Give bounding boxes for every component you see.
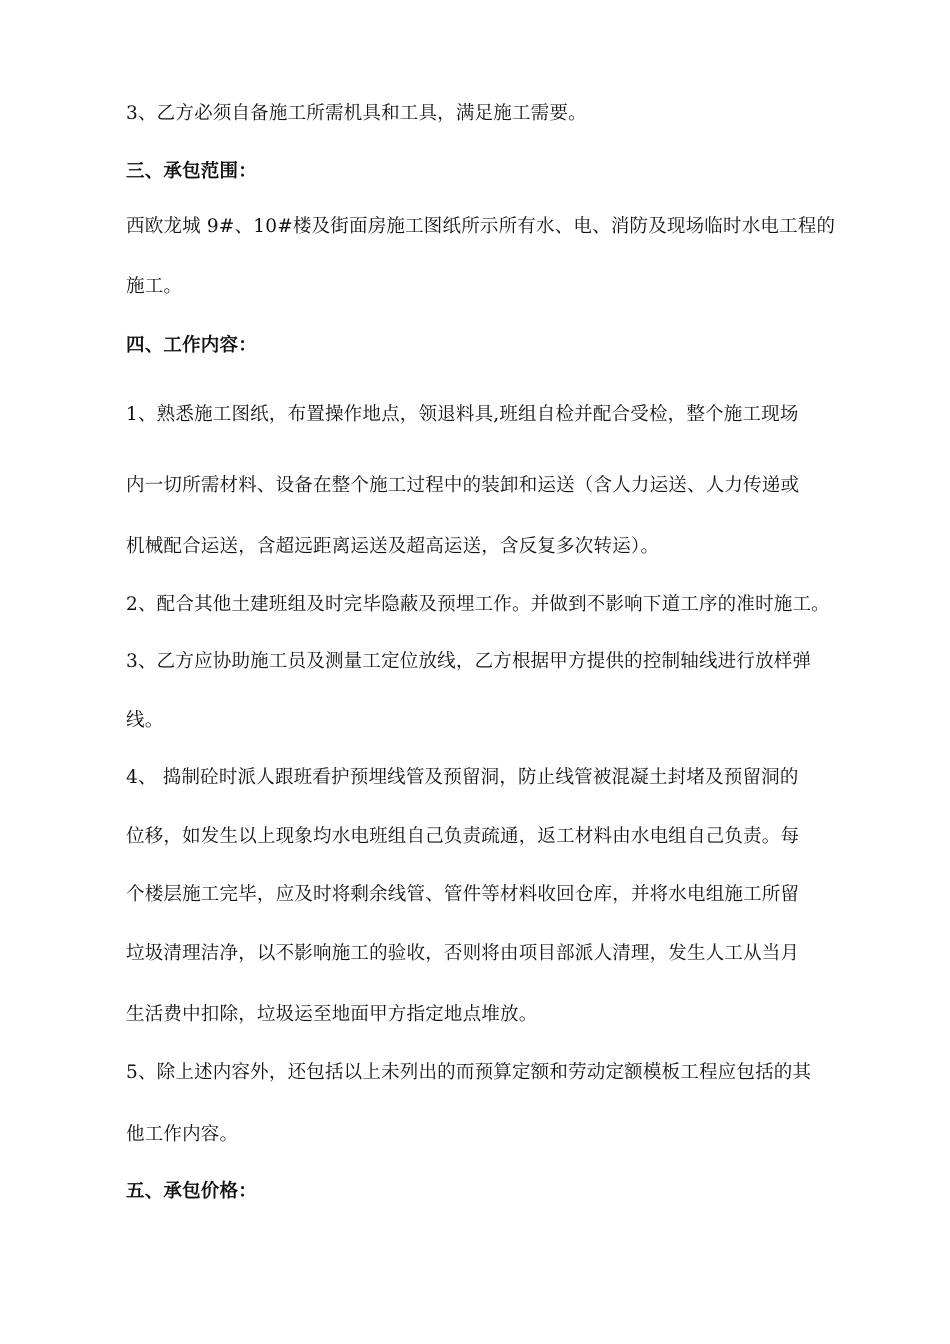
clause-3-tools: 3、乙方必须自备施工所需机具和工具，满足施工需要。 <box>126 103 587 124</box>
heading-scope: 三、承包范围： <box>126 161 257 182</box>
scope-text-line-1: 西欧龙城 9#、10#楼及街面房施工图纸所示所有水、电、消防及现场临时水电工程的 <box>126 216 836 237</box>
work-item-1-line-3: 机械配合运送，含超远距离运送及超高运送，含反复多次转运）。 <box>126 536 660 557</box>
work-item-4-line-5: 生活费中扣除，垃圾运至地面甲方指定地点堆放。 <box>126 1004 538 1025</box>
heading-work-content: 四、工作内容： <box>126 335 257 356</box>
scope-text-line-2: 施工。 <box>126 276 183 297</box>
work-item-4-line-1: 4、 捣制砼时派人跟班看护预埋线管及预留洞，防止线管被混凝土封堵及预留洞的 <box>126 767 799 788</box>
work-item-5-line-1: 5、除上述内容外，还包括以上未列出的而预算定额和劳动定额模板工程应包括的其 <box>126 1062 812 1083</box>
work-item-4-line-2: 位移，如发生以上现象均水电班组自己负责疏通，返工材料由水电组自己负责。每 <box>126 826 800 847</box>
work-item-4-line-3: 个楼层施工完毕，应及时将剩余线管、管件等材料收回仓库，并将水电组施工所留 <box>126 884 800 905</box>
work-item-4-line-4: 垃圾清理洁净，以不影响施工的验收，否则将由项目部派人清理，发生人工从当月 <box>126 943 800 964</box>
work-item-1-line-1: 1、熟悉施工图纸，布置操作地点，领退料具,班组自检并配合受检，整个施工现场 <box>126 404 799 425</box>
work-item-1-line-2: 内一切所需材料、设备在整个施工过程中的装卸和运送（含人力运送、人力传递或 <box>126 475 800 496</box>
work-item-3-line-2: 线。 <box>126 710 164 731</box>
work-item-2: 2、配合其他土建班组及时完毕隐蔽及预埋工作。并做到不影响下道工序的准时施工。 <box>126 594 830 615</box>
work-item-3-line-1: 3、乙方应协助施工员及测量工定位放线，乙方根据甲方提供的控制轴线进行放样弹 <box>126 651 812 672</box>
heading-contract-price: 五、承包价格： <box>126 1181 257 1202</box>
work-item-5-line-2: 他工作内容。 <box>126 1124 239 1145</box>
